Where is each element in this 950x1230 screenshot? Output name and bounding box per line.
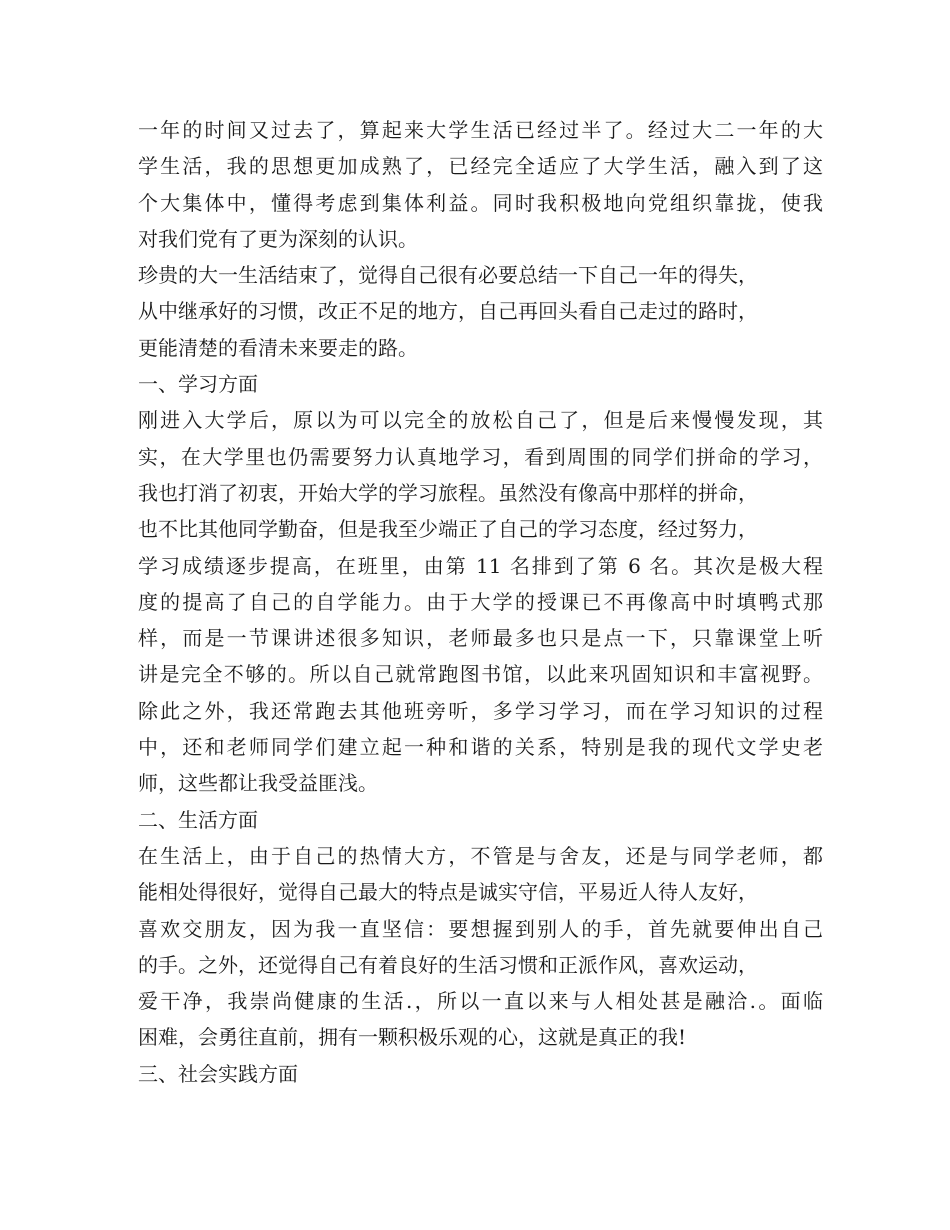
text-line: 师，这些都让我受益匪浅。	[138, 771, 378, 796]
text-line: 在生活上，由于自己的热情大方，不管是与舍友，还是与同学老师，都	[138, 843, 823, 868]
text-line: 样，而是一节课讲述很多知识，老师最多也只是点一下，只靠课堂上听	[138, 626, 823, 651]
text-line: 中，还和老师同学们建立起一种和谐的关系，特别是我的现代文学史老	[138, 735, 823, 760]
text-line: 爱干净，我崇尚健康的生活.，所以一直以来与人相处甚是融洽.。面临	[138, 989, 823, 1014]
text-line: 个大集体中，懂得考虑到集体利益。同时我积极地向党组织靠拢，使我	[138, 190, 823, 215]
text-line: 度的提高了自己的自学能力。由于大学的授课已不再像高中时填鸭式那	[138, 589, 823, 614]
text-line: 讲是完全不够的。所以自己就常跑图书馆，以此来巩固知识和丰富视野。	[138, 662, 823, 687]
text-line: 刚进入大学后，原以为可以完全的放松自己了，但是后来慢慢发现，其	[138, 408, 823, 433]
text-line: 也不比其他同学勤奋，但是我至少端正了自己的学习态度，经过努力，	[138, 517, 758, 542]
text-line: 能相处得很好，觉得自己最大的特点是诚实守信，平易近人待人友好，	[138, 880, 758, 905]
text-line: 实，在大学里也仍需要努力认真地学习，看到周围的同学们拼命的学习，	[138, 444, 823, 469]
text-line: 更能清楚的看清未来要走的路。	[138, 335, 418, 360]
text-line: 珍贵的大一生活结束了，觉得自己很有必要总结一下自己一年的得失，	[138, 263, 758, 288]
section-heading: 三、社会实践方面	[138, 1061, 298, 1086]
text-line: 学生活，我的思想更加成熟了，已经完全适应了大学生活，融入到了这	[138, 154, 823, 179]
text-line: 困难，会勇往直前，拥有一颗积极乐观的心，这就是真正的我!	[138, 1025, 687, 1050]
text-line: 学习成绩逐步提高，在班里，由第 11 名排到了第 6 名。其次是极大程	[138, 553, 823, 578]
text-line: 从中继承好的习惯，改正不足的地方，自己再回头看自己走过的路时，	[138, 299, 758, 324]
text-line: 一年的时间又过去了，算起来大学生活已经过半了。经过大二一年的大	[138, 118, 823, 142]
text-line: 除此之外，我还常跑去其他班旁听，多学习学习，而在学习知识的过程	[138, 698, 823, 723]
section-heading: 二、生活方面	[138, 807, 258, 832]
text-line: 我也打消了初衷，开始大学的学习旅程。虽然没有像高中那样的拼命，	[138, 480, 758, 505]
document-body	[138, 112, 823, 1092]
text-line: 对我们党有了更为深刻的认识。	[138, 226, 418, 251]
section-heading: 一、学习方面	[138, 372, 258, 397]
text-line: 的手。之外，还觉得自己有着良好的生活习惯和正派作风，喜欢运动，	[138, 952, 758, 977]
text-line: 喜欢交朋友，因为我一直坚信：要想握到别人的手，首先就要伸出自己	[138, 916, 823, 941]
